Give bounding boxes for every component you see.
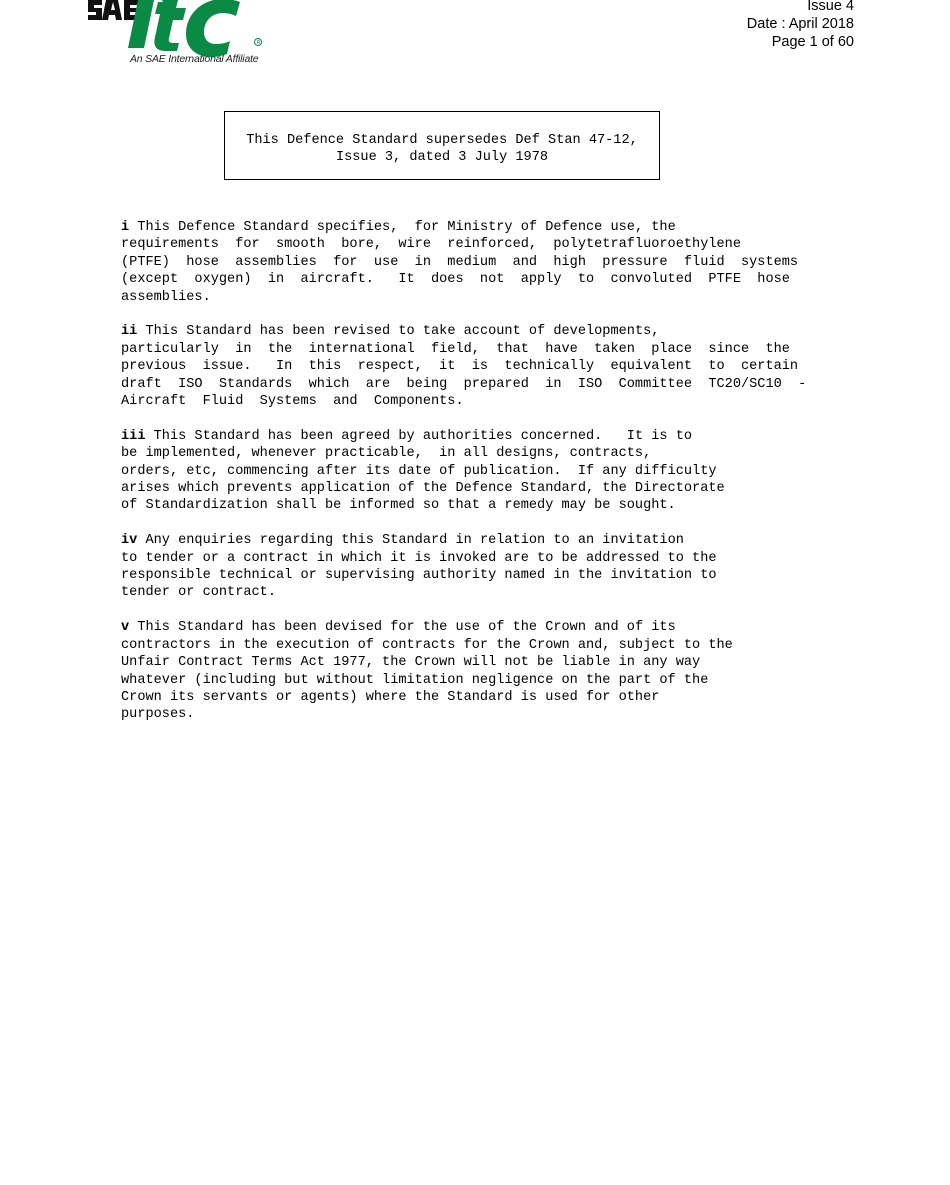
supersede-line-1: This Defence Standard supersedes Def Stan 47-12, — [246, 133, 638, 148]
paragraph-text: purposes. — [121, 707, 195, 723]
issue-date: Date : April 2018 — [746, 16, 854, 32]
paragraph-text: (except oxygen) in aircraft. It does not apply to convoluted PTFE hose — [121, 272, 790, 288]
paragraph-line — [121, 254, 799, 271]
paragraph-line — [121, 219, 791, 236]
foreword-paragraph-v — [121, 619, 791, 723]
foreword-paragraph-iv — [121, 532, 791, 602]
paragraph-text: Any enquiries regarding this Standard in relation to an invitation — [137, 533, 684, 549]
paragraph-line — [121, 550, 791, 567]
page-number: Page 1 of 60 — [771, 34, 854, 50]
paragraph-number: v — [121, 620, 130, 636]
paragraph-line — [121, 428, 791, 445]
supersede-notice-box — [224, 111, 660, 180]
paragraph-line — [121, 376, 807, 393]
paragraph-text: orders, etc, commencing after its date of publication. If any difficulty — [121, 463, 717, 479]
paragraph-text: to tender or a contract in which it is invoked are to be addressed to the — [121, 550, 717, 566]
paragraph-text: Unfair Contract Terms Act 1977, the Crown will not be liable in any way — [121, 655, 701, 671]
paragraph-line — [121, 532, 791, 549]
paragraph-text: This Defence Standard specifies, for Ministry of Defence use, the — [129, 220, 676, 235]
paragraph-line — [121, 271, 791, 288]
paragraph-text: Crown its servants or agents) where the Standard is used for other — [121, 689, 660, 705]
paragraph-line — [121, 445, 791, 462]
foreword-paragraph-iii — [121, 428, 791, 515]
paragraph-line — [121, 654, 791, 671]
paragraph-line — [121, 567, 791, 584]
paragraph-line — [121, 358, 799, 375]
paragraph-text: This Standard has been revised to take account of developments, — [137, 324, 660, 340]
paragraph-text: This Standard has been devised for the use of the Crown and of its — [129, 620, 676, 636]
paragraph-number: iv — [121, 533, 138, 549]
paragraph-line — [121, 341, 791, 358]
paragraph-text: responsible technical or supervising authority named in the invitation to — [121, 568, 717, 584]
logo-tagline: An SAE International Affiliate — [130, 53, 259, 65]
foreword-paragraph-i — [121, 219, 799, 306]
issue-number: Issue 4 — [807, 0, 854, 14]
paragraph-line — [121, 672, 791, 689]
paragraph-line — [121, 619, 791, 636]
paragraph-line — [121, 584, 791, 601]
paragraph-line — [121, 689, 791, 706]
paragraph-line — [121, 480, 791, 497]
paragraph-line — [121, 393, 791, 410]
paragraph-text: particularly in the international field, that have taken place since the — [121, 341, 790, 357]
paragraph-text: Aircraft Fluid Systems and Components. — [121, 394, 464, 410]
paragraph-text: (PTFE) hose assemblies for use in medium and high pressure fluid systems — [121, 254, 799, 270]
paragraph-line — [121, 463, 791, 480]
paragraph-text: draft ISO Standards which are being prepared in ISO Committee TC20/SC10 - — [121, 376, 807, 392]
paragraph-text: contractors in the execution of contracts for the Crown and, subject to the — [121, 637, 733, 653]
paragraph-line — [121, 236, 791, 253]
paragraph-text: previous issue. In this respect, it is technically equivalent to certain — [121, 359, 799, 375]
paragraph-number: iii — [121, 428, 146, 444]
paragraph-text: requirements for smooth bore, wire reinforced, polytetrafluoroethylene — [121, 237, 741, 253]
sae-itc-logo — [82, 0, 282, 72]
paragraph-line — [121, 706, 791, 723]
foreword-paragraphs — [121, 219, 807, 741]
foreword-paragraph-ii — [121, 323, 807, 410]
document-header-meta — [747, 0, 854, 51]
paragraph-text: arises which prevents application of the Defence Standard, the Directorate — [121, 481, 725, 497]
paragraph-text: tender or contract. — [121, 585, 276, 601]
paragraph-line — [121, 323, 791, 340]
paragraph-line — [121, 497, 791, 514]
paragraph-text: be implemented, whenever practicable, in all designs, contracts, — [121, 446, 652, 462]
paragraph-number: ii — [121, 324, 138, 340]
svg-text:R: R — [256, 40, 261, 46]
paragraph-text: of Standardization shall be informed so that a remedy may be sought. — [121, 498, 676, 514]
paragraph-text: whatever (including but without limitation negligence on the part of the — [121, 672, 709, 688]
paragraph-line — [121, 289, 791, 306]
paragraph-text: This Standard has been agreed by authorities concerned. It is to — [145, 428, 693, 444]
supersede-line-2: Issue 3, dated 3 July 1978 — [335, 150, 549, 165]
paragraph-text: assemblies. — [121, 289, 211, 305]
paragraph-number: i — [121, 220, 130, 235]
paragraph-line — [121, 637, 791, 654]
